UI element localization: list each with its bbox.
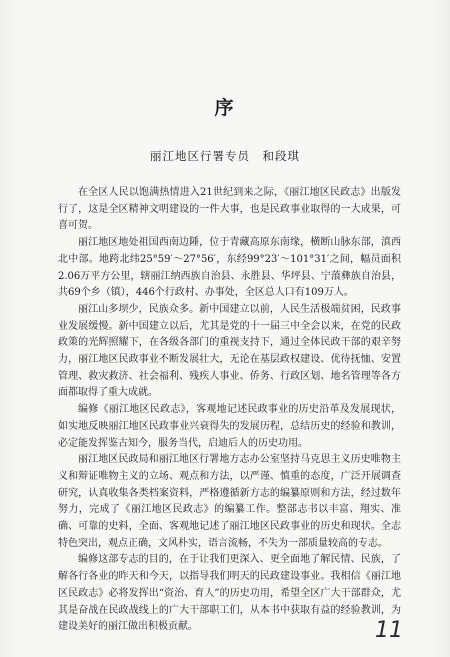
page-number: 11	[375, 618, 403, 643]
paragraph-2: 丽江地区地处祖国西南边陲，位于青藏高原东南缘，横断山脉东部，滇西北中部。地跨北纬25°59′～27°56′，东经99°23′～101°31′之间，幅员面积2.06万平方公里，辖丽江纳西族自治县、永胜县、华坪县、宁蒗彝族自治县，共69个乡（镇），446个行政村、办事处，全区总人口有109万人。	[58, 237, 401, 299]
preface-body	[58, 185, 401, 636]
paragraph-5: 丽江地区民政局和丽江地区行署地方志办公室坚持马克思主义历史唯物主义和辩证唯物主义的立场、观点和方法，以严谨、慎重的态度，广泛开展调查研究，认真收集各类档案资料，严格遵循新方志的编纂原则和方法，经过数年努力，完成了《丽江地区民政志》的编纂工作。整部志书以丰富、翔实、准确、可靠的史料，全面、客观地记述了丽江地区民政事业的历史和现状。全志特色突出，观点正确，文风朴实，语言流畅，不失为一部质量较高的专志。	[58, 454, 401, 549]
paragraph-4: 编修《丽江地区民政志》，客观地记述民政事业的历史沿革及发展现状，如实地反映丽江地区民政事业兴衰得失的发展历程，总结历史的经验和教训，必定能发挥鉴古知今，服务当代，启迪后人的历史功用。	[58, 404, 401, 449]
paragraph-1: 在全区人民以饱满热情进入21世纪到来之际，《丽江地区民政志》出版发行了，这是全区精神文明建设的一件大事，也是民政事业取得的一大成果，可喜可贺。	[58, 187, 401, 232]
paragraph-6: 编修这部专志的目的，在于让我们更深入、更全面地了解民情、民族，了解各行各业的昨天和今天，以指导我们明天的民政建设事业。我相信《丽江地区民政志》必将发挥出“资治、育人”的历史功用，希望全区广大干部群众，尤其是奋战在民政战线上的广大干部职工们，从本书中获取有益的经验教训，为建设美好的丽江做出积极贡献。	[58, 554, 401, 633]
preface-heading: 序	[214, 97, 236, 119]
author-line: 丽江地区行署专员 和段琪	[150, 149, 300, 163]
paragraph-3: 丽江山多坝少，民族众多。新中国建立以前，人民生活极端贫困，民政事业发展缓慢。新中国建立以后，尤其是党的十一届三中全会以来，在党的民政政策的光辉照耀下，在各级各部门的重视支持下，通过全体民政干部的艰辛努力，丽江地区民政事业不断发展壮大，无论在基层政权建设、优待抚恤、安置管理、救灾救济、社会福利、残疾人事业、侨务、行政区划、地名管理等各方面都取得了重大成就。	[58, 303, 401, 399]
